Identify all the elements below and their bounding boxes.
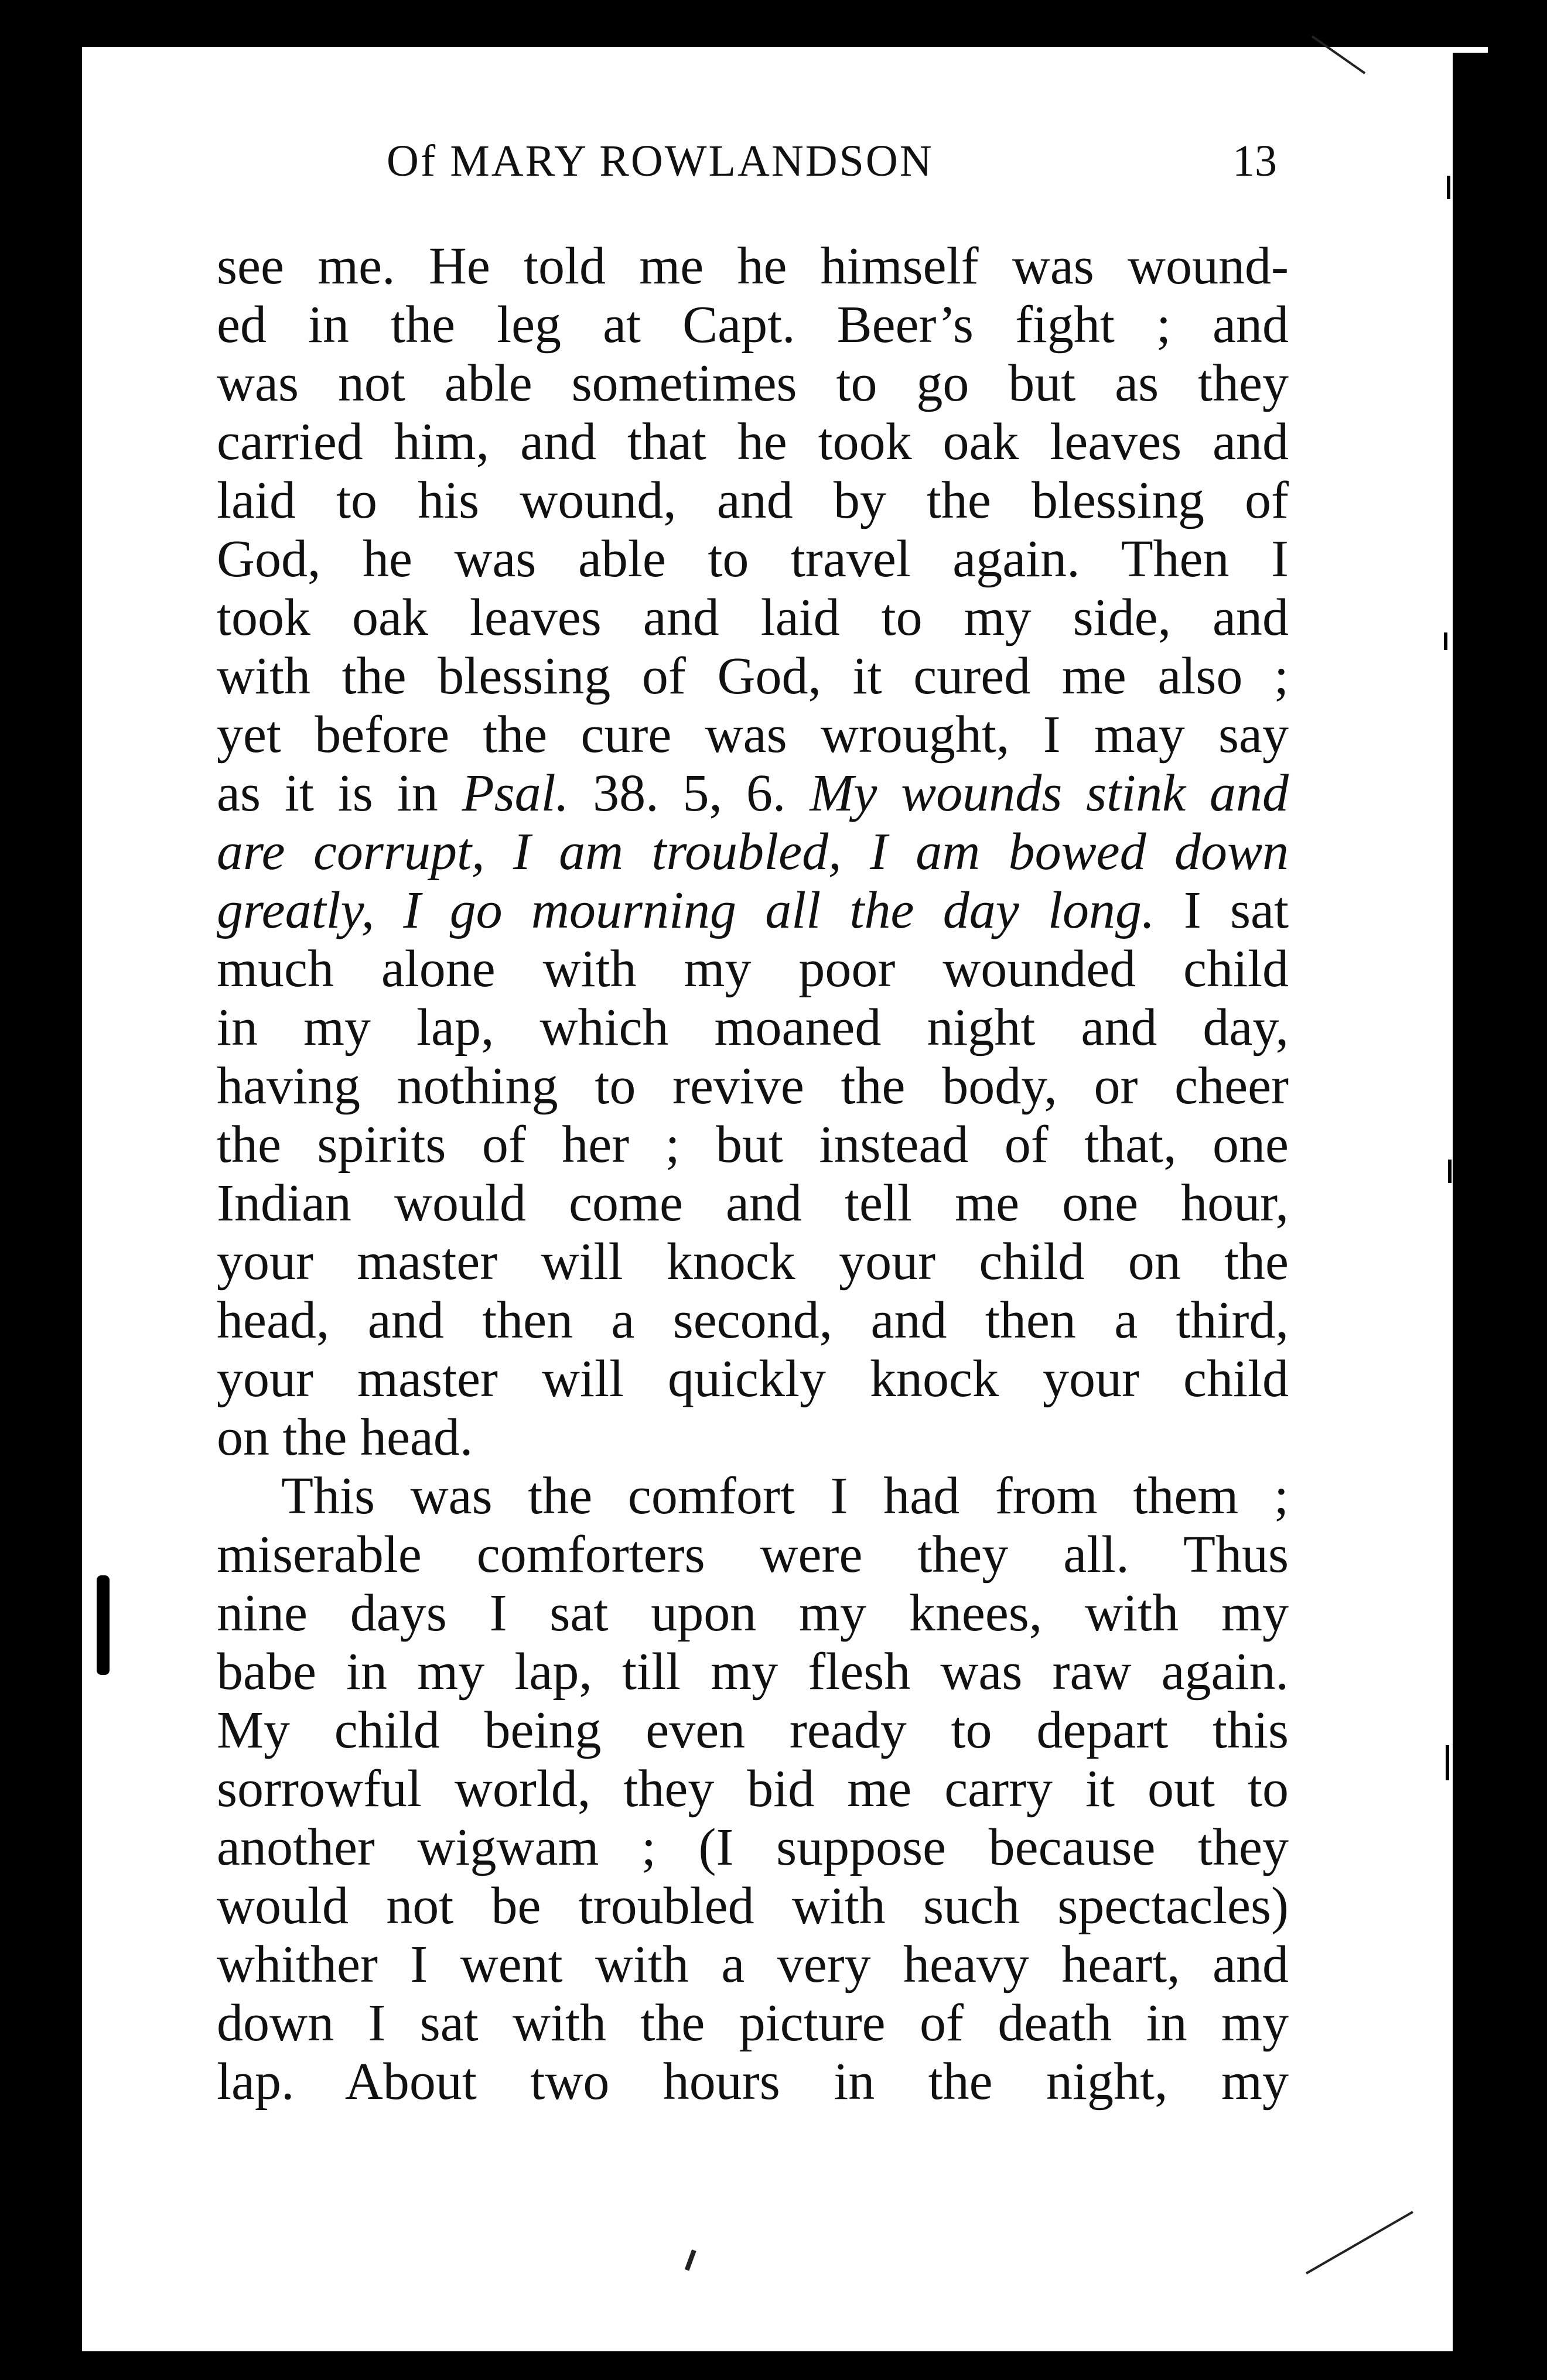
text-line: lap. About two hours in the night, my (217, 2053, 1289, 2111)
scan-left-border (0, 0, 82, 2380)
text-fragment: 38. 5, 6. (569, 764, 810, 822)
scripture-quote: My wounds stink and (810, 764, 1289, 822)
text-line: having nothing to revive the body, or cheer (217, 1057, 1289, 1115)
text-line: sorrowful world, they bid me carry it out to (217, 1760, 1289, 1818)
text-line: down I sat with the picture of death in my (217, 1994, 1289, 2052)
text-line: another wigwam ; (I suppose because they (217, 1818, 1289, 1876)
text-line: would not be troubled with such spectacles) (217, 1877, 1289, 1935)
binding-mark (53, 1558, 76, 1733)
text-line: took oak leaves and laid to my side, and (217, 589, 1289, 647)
text-line: nine days I sat upon my knees, with my (217, 1584, 1289, 1642)
text-fragment: I sat (1155, 881, 1289, 939)
psalm-reference: Psal. (462, 764, 569, 822)
text-line: laid to his wound, and by the blessing of (217, 471, 1289, 529)
text-line: was not able sometimes to go but as they (217, 354, 1289, 412)
page-edge-specks (1441, 105, 1494, 2272)
text-line: on the head. (217, 1408, 473, 1466)
text-line: the spirits of her ; but instead of that, one (217, 1116, 1289, 1174)
text-line-psalm-citation (217, 764, 1289, 823)
text-line-quote-end (217, 881, 1289, 940)
scripture-quote-line: are corrupt, I am troubled, I am bowed down (217, 823, 1289, 881)
text-line: carried him, and that he took oak leaves and (217, 413, 1289, 471)
text-line: whither I went with a very heavy heart, and (217, 1936, 1289, 1993)
text-line: ed in the leg at Capt. Beer’s fight ; and (217, 296, 1289, 354)
text-line: babe in my lap, till my flesh was raw again. (217, 1643, 1289, 1701)
text-line: head, and then a second, and then a third, (217, 1291, 1289, 1349)
text-line: much alone with my poor wounded child (217, 940, 1289, 998)
text-line: miserable comforters were they all. Thus (217, 1526, 1289, 1584)
scripture-quote: greatly, I go mourning all the day long. (217, 881, 1155, 939)
page-header (387, 136, 1300, 200)
text-line-paragraph-start: This was the comfort I had from them ; (281, 1467, 1289, 1525)
binding-mark-secondary (97, 1575, 110, 1675)
page-number: 13 (1232, 136, 1277, 186)
text-line: with the blessing of God, it cured me also ; (217, 647, 1289, 705)
text-line: My child being even ready to depart this (217, 1701, 1289, 1759)
text-line: in my lap, which moaned night and day, (217, 998, 1289, 1056)
text-line: see me. He told me he himself was wound- (217, 237, 1289, 295)
text-line: God, he was able to travel again. Then I (217, 530, 1289, 588)
text-fragment: as it is in (217, 764, 462, 822)
text-line: your master will quickly knock your child (217, 1350, 1289, 1408)
text-line: Indian would come and tell me one hour, (217, 1174, 1289, 1232)
body-text (217, 237, 1289, 2111)
text-line: your master will knock your child on the (217, 1233, 1289, 1291)
running-head: Of MARY ROWLANDSON (387, 136, 934, 186)
text-line: yet before the cure was wrought, I may say (217, 706, 1289, 764)
